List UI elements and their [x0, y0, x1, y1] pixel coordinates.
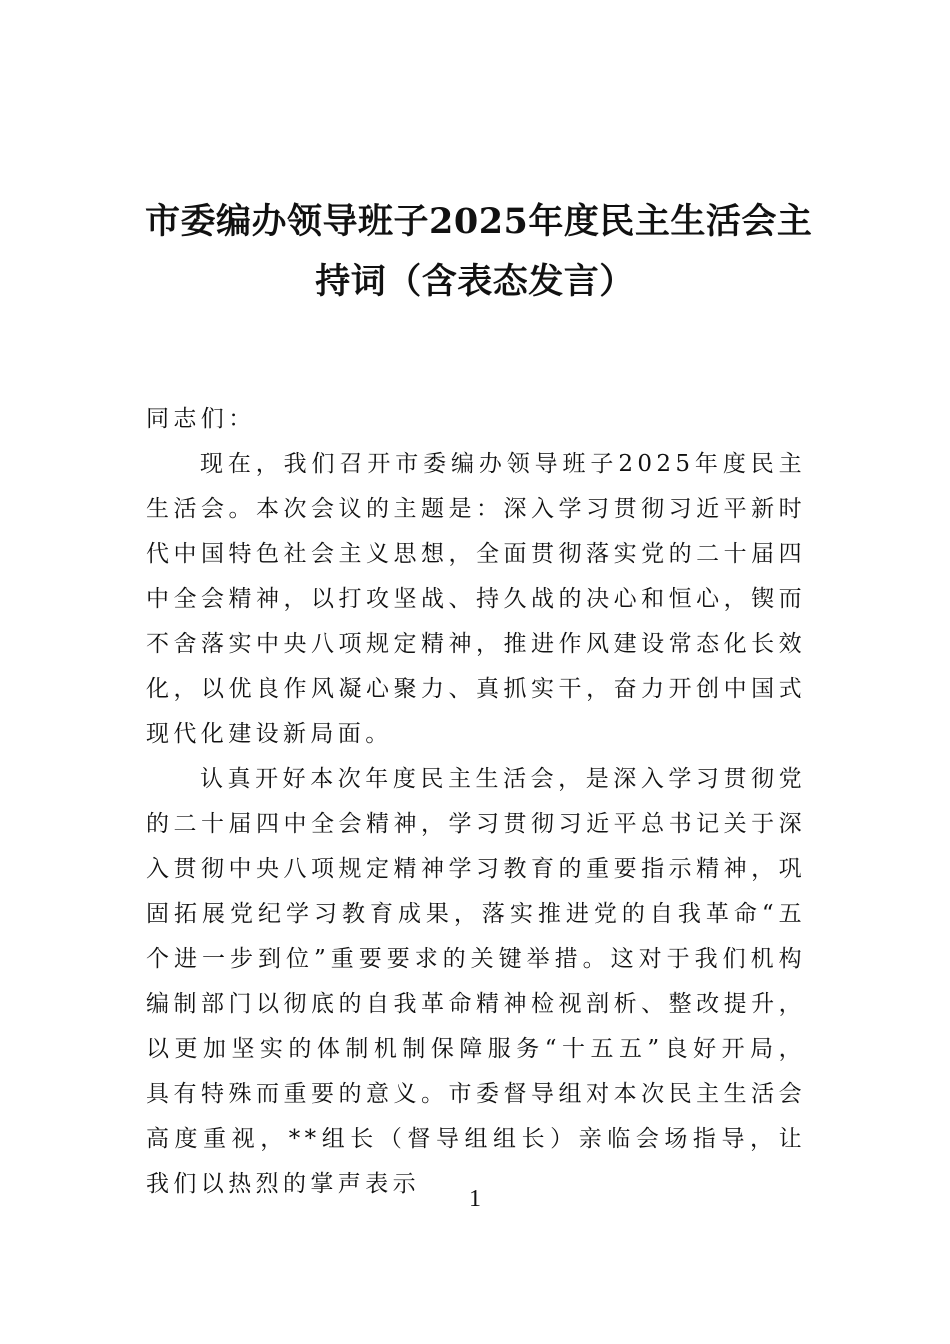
title-line-1: 市委编办领导班子2025年度民主生活会主 — [145, 201, 813, 242]
salutation: 同志们： — [146, 406, 256, 432]
title-line-2: 持词（含表态发言） — [315, 261, 635, 302]
document-body — [146, 397, 806, 1207]
page-number: 1 — [469, 1186, 481, 1212]
paragraph-1: 现在，我们召开市委编办领导班子2025年度民主生活会。本次会议的主题是：深入学习贯彻习近平新时代中国特色社会主义思想，全面贯彻落实党的二十届四中全会精神，以打攻坚战、持久战的决心和恒心，锲而不舍落实中央八项规定精神，推进作风建设常态化长效化，以优良作风凝心聚力、真抓实干，奋力开创中国式现代化建设新局面。 — [146, 451, 806, 747]
paragraph-2: 认真开好本次年度民主生活会，是深入学习贯彻党的二十届四中全会精神，学习贯彻习近平总书记关于深入贯彻中央八项规定精神学习教育的重要指示精神，巩固拓展党纪学习教育成果，落实推进党的自我革命“五个进一步到位”重要要求的关键举措。这对于我们机构编制部门以彻底的自我革命精神检视剖析、整改提升，以更加坚实的体制机制保障服务“十五五”良好开局，具有特殊而重要的意义。市委督导组对本次民主生活会高度重视，**组长（督导组组长）亲临会场指导，让我们以热烈的掌声表示 — [146, 766, 806, 1197]
document-title — [145, 192, 813, 312]
